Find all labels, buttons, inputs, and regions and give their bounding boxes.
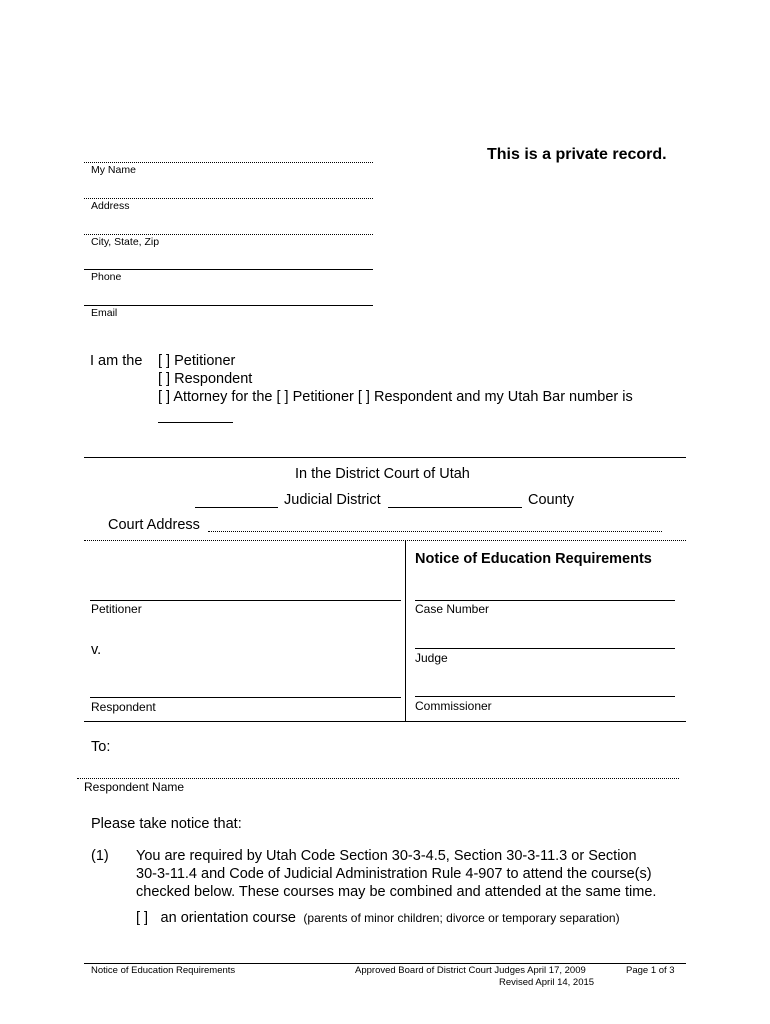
footer-rule [84, 963, 686, 964]
address-label: Address [91, 200, 130, 212]
judicial-district-label: Judicial District [284, 492, 381, 508]
district-blank[interactable] [195, 507, 278, 508]
my-name-line[interactable] [84, 162, 373, 163]
city-state-zip-line[interactable] [84, 234, 373, 235]
item1-line1: You are required by Utah Code Section 30-3-4.5, Section 30-3-11.3 or Section [136, 848, 637, 864]
commissioner-blank[interactable] [415, 696, 675, 697]
email-label: Email [91, 307, 118, 319]
judge-label: Judge [415, 651, 448, 665]
respondent-blank[interactable] [90, 697, 401, 698]
orientation-course-checkbox[interactable]: [ ] [136, 910, 149, 926]
case-number-label: Case Number [415, 602, 490, 616]
case-number-blank[interactable] [415, 600, 675, 601]
caption-top-rule [84, 540, 686, 541]
petitioner-blank[interactable] [90, 600, 401, 601]
private-record-notice: This is a private record. [487, 146, 667, 163]
respondent-name-label: Respondent Name [84, 780, 185, 794]
city-state-zip-label: City, State, Zip [91, 236, 160, 248]
email-line[interactable] [84, 305, 373, 306]
role-respondent-checkbox[interactable]: [ ] Respondent [158, 371, 253, 387]
caption-bottom-rule [84, 721, 686, 722]
footer-approved: Approved Board of District Court Judges April 17, 2009 [355, 965, 586, 976]
phone-label: Phone [91, 271, 122, 283]
orientation-course-note: (parents of minor children; divorce or temporary separation) [303, 911, 620, 925]
footer-page-number: Page 1 of 3 [626, 965, 675, 976]
petitioner-label: Petitioner [91, 602, 142, 616]
court-address-blank[interactable] [208, 531, 662, 532]
versus-label: v. [91, 642, 102, 658]
role-attorney-checkbox[interactable]: [ ] Attorney for the [ ] Petitioner [ ] Respondent and my Utah Bar number is [158, 389, 633, 405]
address-line[interactable] [84, 198, 373, 199]
orientation-course-label: an orientation course [160, 910, 296, 926]
item1-line2: 30-3-11.4 and Code of Judicial Administration Rule 4-907 to attend the course(s) [136, 866, 652, 882]
commissioner-label: Commissioner [415, 699, 492, 713]
phone-line[interactable] [84, 269, 373, 270]
county-label: County [528, 492, 574, 508]
footer-revised: Revised April 14, 2015 [499, 977, 595, 988]
role-petitioner-checkbox[interactable]: [ ] Petitioner [158, 353, 236, 369]
orientation-course-option[interactable] [136, 909, 620, 927]
court-top-rule [84, 457, 686, 458]
respondent-name-blank[interactable] [77, 778, 679, 779]
role-intro: I am the [90, 353, 143, 369]
respondent-label: Respondent [91, 700, 156, 714]
item1-line3: checked below. These courses may be combined and attended at the same time. [136, 884, 657, 900]
footer-form-title: Notice of Education Requirements [91, 965, 236, 976]
county-blank[interactable] [388, 507, 522, 508]
court-address-label: Court Address [108, 517, 200, 533]
my-name-label: My Name [91, 164, 136, 176]
to-label: To: [91, 739, 111, 755]
item1-number: (1) [91, 848, 109, 864]
document-title: Notice of Education Requirements [415, 551, 652, 567]
caption-divider [405, 541, 406, 721]
judge-blank[interactable] [415, 648, 675, 649]
bar-number-blank[interactable] [158, 422, 233, 423]
notice-intro: Please take notice that: [91, 816, 242, 832]
court-title: In the District Court of Utah [295, 466, 470, 482]
